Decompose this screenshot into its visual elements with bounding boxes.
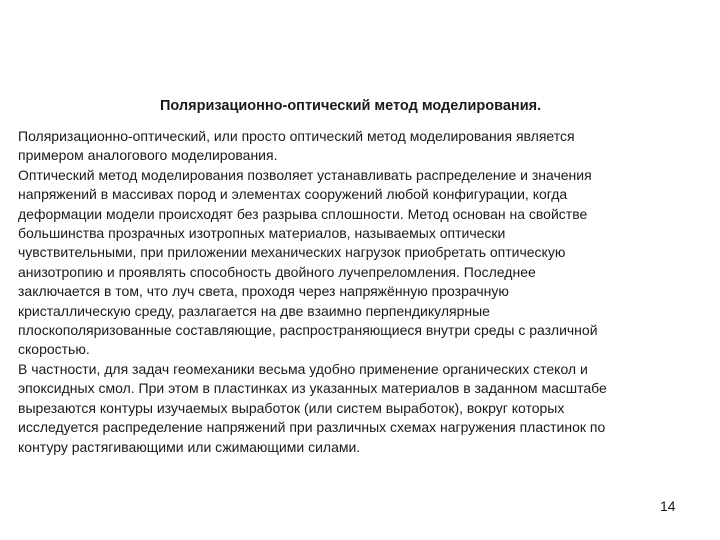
text-line: эпоксидных смол. При этом в пластинках из указанных материалов в заданном масштабе bbox=[18, 380, 607, 397]
text-line: вырезаются контуры изучаемых выработок (или систем выработок), вокруг которых bbox=[18, 399, 565, 416]
text-line: Оптический метод моделирования позволяет устанавливать распределение и значения bbox=[18, 166, 592, 183]
text-line: Поляризационно-оптический, или просто оптический метод моделирования является bbox=[18, 128, 575, 144]
text-line: примером аналогового моделирования. bbox=[18, 147, 278, 164]
paragraph-geomechanics bbox=[18, 360, 708, 457]
text-line: скоростью. bbox=[18, 341, 90, 358]
text-line: кристаллическую среду, разлагается на две взаимно перпендикулярные bbox=[18, 302, 490, 319]
text-line: напряжений в массивах пород и элементах сооружений любой конфигурации, когда bbox=[18, 186, 568, 203]
text-line: контуру растягивающими или сжимающими силами. bbox=[18, 438, 361, 455]
text-line: В частности, для задач геомеханики весьма удобно применение органических стекол и bbox=[18, 360, 588, 377]
text-line: исследуется распределение напряжений при различных схемах нагружения пластинок по bbox=[18, 419, 606, 436]
text-line: большинства прозрачных изотропных материалов, называемых оптически bbox=[18, 225, 506, 242]
text-line: деформации модели происходят без разрыва сплошности. Метод основан на свойстве bbox=[18, 205, 588, 222]
paragraph-intro bbox=[18, 127, 708, 166]
slide-title: Поляризационно-оптический метод моделирования. bbox=[160, 98, 542, 114]
slide-body bbox=[18, 127, 708, 457]
text-line: анизотропию и проявлять способность двойного лучепреломления. Последнее bbox=[18, 263, 536, 280]
text-line: плоскополяризованные составляющие, распространяющиеся внутри среды с различной bbox=[18, 322, 598, 339]
page-number: 14 bbox=[660, 498, 676, 514]
text-line: чувствительными, при приложении механических нагрузок приобретать оптическую bbox=[18, 244, 566, 261]
text-line: заключается в том, что луч света, проходя через напряжённую прозрачную bbox=[18, 283, 509, 300]
paragraph-method bbox=[18, 166, 708, 360]
